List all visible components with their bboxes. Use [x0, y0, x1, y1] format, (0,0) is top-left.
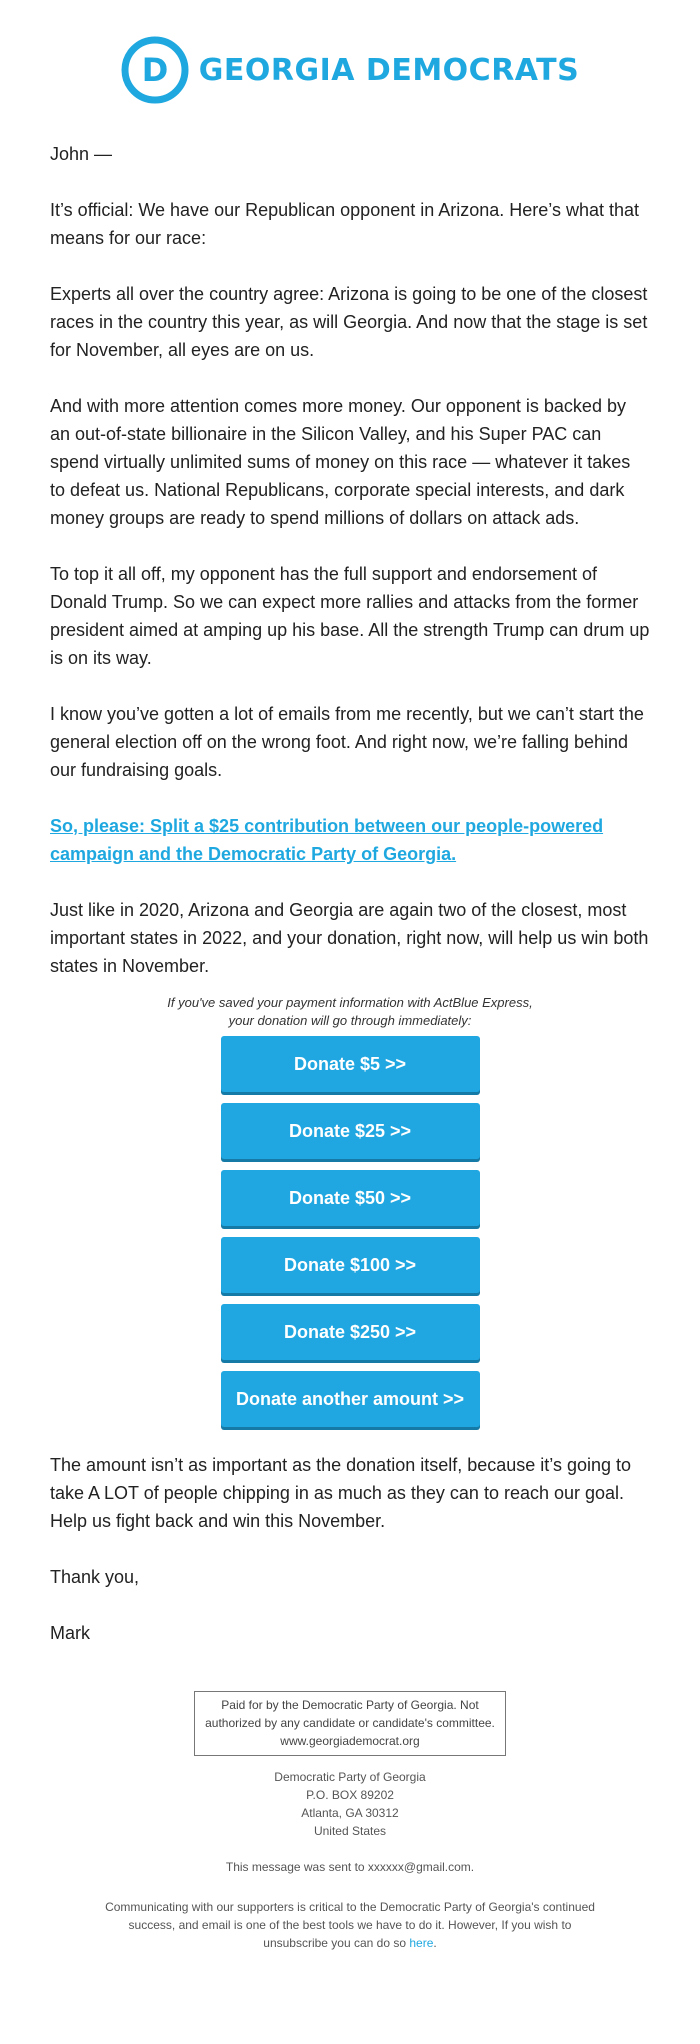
body-paragraph-after-cta: Just like in 2020, Arizona and Georgia are again two of the closest, most important states in 2022, and your donation, right now, will help us win both states in November. [50, 900, 649, 976]
signature: Mark [50, 1623, 90, 1643]
express-note-line-2: your donation will go through immediately: [228, 1013, 472, 1028]
unsubscribe-text: Communicating with our supporters is critical to the Democratic Party of Georgia's continued success, and email is one of the best tools we have to do it. However, If you wish to unsubscribe you can do so [105, 1900, 595, 1950]
donate-button-list [50, 1036, 650, 1427]
donate-other-amount-button[interactable]: Donate another amount >> [221, 1371, 480, 1427]
contribution-link[interactable]: So, please: Split a $25 contribution between our people-powered campaign and the Democratic Party of Georgia. [50, 816, 604, 864]
body-paragraph-5: I know you’ve gotten a lot of emails from me recently, but we can’t start the general election off on the wrong foot. And right now, we’re falling behind our fundraising goals. [50, 704, 644, 780]
donate-50-button[interactable]: Donate $50 >> [221, 1170, 480, 1226]
brand-logo[interactable] [121, 36, 580, 104]
body-paragraph-2: Experts all over the country agree: Arizona is going to be one of the closest races in the country this year, as will Georgia. And now that the stage is set for November, all eyes are on us. [50, 284, 648, 360]
email-footer [0, 1691, 700, 1952]
donate-5-button[interactable]: Donate $5 >> [221, 1036, 480, 1092]
logo-letter: D [141, 51, 169, 89]
address-line-1: Democratic Party of Georgia [274, 1770, 426, 1784]
democrats-d-logo-icon [121, 36, 189, 104]
address-line-4: United States [313, 1824, 387, 1838]
address-line-3: Atlanta, GA 30312 [301, 1806, 399, 1820]
cta-paragraph [50, 812, 650, 868]
donate-100-button[interactable]: Donate $100 >> [221, 1237, 480, 1293]
brand-name: GEORGIA DEMOCRATS [198, 52, 580, 88]
paid-for-disclaimer [194, 1691, 506, 1756]
unsubscribe-notice [100, 1898, 600, 1952]
sent-to-notice: This message was sent to xxxxxx@gmail.com. [225, 1860, 475, 1874]
email-header [0, 0, 700, 140]
donate-250-button[interactable]: Donate $250 >> [221, 1304, 480, 1360]
disclaimer-line-2: authorized by any candidate or candidate's committee. [205, 1716, 495, 1730]
signoff: Thank you, [50, 1567, 140, 1587]
closing-paragraph: The amount isn’t as important as the donation itself, because it’s going to take A LOT of people chipping in as much as they can to reach our goal. Help us fight back and win this November. [50, 1455, 632, 1531]
unsubscribe-link[interactable]: here [409, 1936, 434, 1950]
body-paragraph-3: And with more attention comes more money. Our opponent is backed by an out-of-state billionaire in the Silicon Valley, and his Super PAC can spend virtually unlimited sums of money on this race — whatever it takes to defeat us. National Republicans, corporate special interests, and dark money groups are ready to spend millions of dollars on attack ads. [50, 396, 631, 528]
unsubscribe-end: . [433, 1936, 437, 1950]
express-note-line-1: If you've saved your payment information with ActBlue Express, [167, 995, 533, 1010]
body-paragraph-1: It’s official: We have our Republican opponent in Arizona. Here’s what that means for our race: [50, 200, 640, 248]
email-body [0, 140, 700, 1647]
greeting: John — [50, 144, 113, 164]
actblue-express-note [50, 994, 650, 1030]
disclaimer-line-1: Paid for by the Democratic Party of Georgia. Not [221, 1698, 479, 1712]
donate-25-button[interactable]: Donate $25 >> [221, 1103, 480, 1159]
disclaimer-website: www.georgiademocrat.org [280, 1734, 420, 1748]
mailing-address [0, 1768, 700, 1840]
address-line-2: P.O. BOX 89202 [306, 1788, 394, 1802]
body-paragraph-4: To top it all off, my opponent has the full support and endorsement of Donald Trump. So we can expect more rallies and attacks from the former president aimed at amping up his base. All the strength Trump can drum up is on its way. [50, 564, 650, 668]
